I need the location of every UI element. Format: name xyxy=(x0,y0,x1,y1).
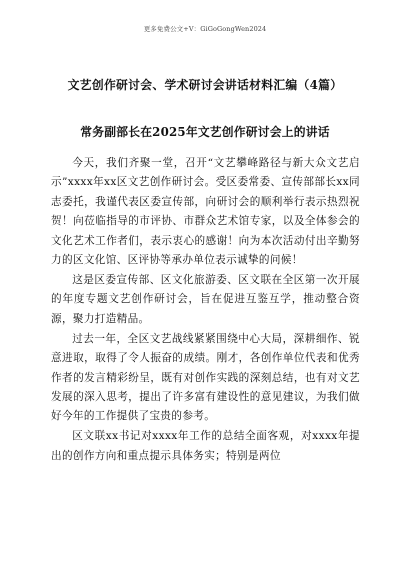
paragraph-3: 过去一年，全区文艺战线紧紧围绕中心大局，深耕细作、锐意进取，取得了令人振奋的成绩。刚才，各创作单位代表和优秀作者的发言精彩纷呈，既有对创作实践的深刻总结，也有对文艺发展的深入思考，提出了许多富有建设性的意见建议，为我们做好今年的工作提供了宝贵的参考。 xyxy=(51,332,360,423)
speech-title: 常务副部长在2025年文艺创作研讨会上的讲话 xyxy=(80,125,330,139)
document-title: 文艺创作研讨会、学术研讨会讲话材料汇编（4篇） xyxy=(67,78,343,92)
paragraph-1: 今天，我们齐聚一堂，召开“文艺攀峰路径与新大众文艺启示”xxxx年xx区文艺创作研讨会。受区委常委、宣传部部长xx同志委托，我谨代表区委宣传部，向研讨会的顺利举行表示热烈祝贺！向莅临指导的市评协、市群众艺术馆专家，以及全体参会的文化艺术工作者们，表示衷心的感谢！向为本次活动付出辛勤努力的区文化馆、区评协等承办单位表示诚挚的问候！ xyxy=(51,157,360,267)
paragraph-2: 这是区委宣传部、区文化旅游委、区文联在全区第一次开展的年度专题文艺创作研讨会，旨在促进互鉴互学，推动整合资源，聚力打造精品。 xyxy=(51,274,360,325)
speech-body xyxy=(51,154,360,466)
paragraph-4: 区文联xx书记对xxxx年工作的总结全面客观，对xxxx年提出的创作方向和重点提示具体务实；特别是两位 xyxy=(51,430,360,462)
header-note: 更多免费公文+V：GiGoGongWen2024 xyxy=(143,25,267,33)
